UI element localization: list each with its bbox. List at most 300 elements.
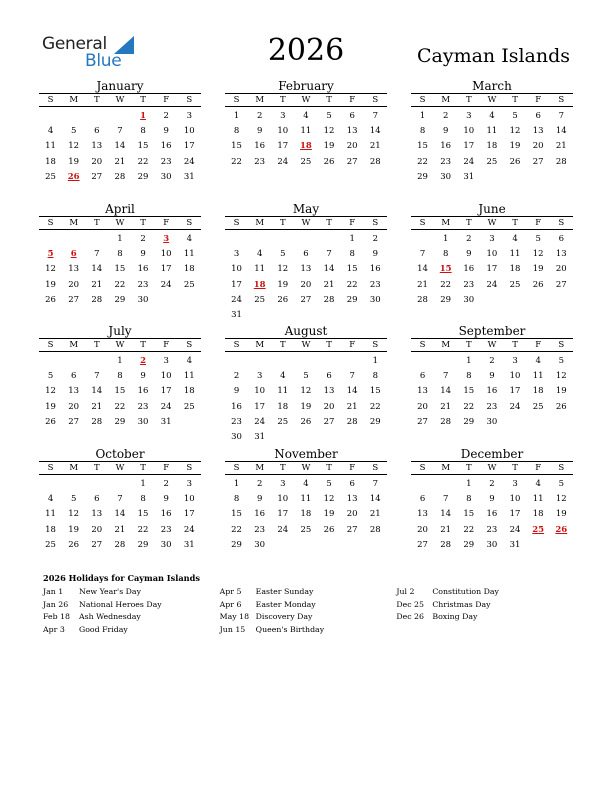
weekday-label: M [69,95,79,105]
weekday-label: M [255,218,265,228]
day-cell: 12 [68,509,80,520]
week-row [225,262,387,277]
day-cell: 28 [114,539,126,550]
day-cell: 5 [303,371,309,382]
weekday-label: F [349,463,356,473]
week-row [411,262,573,277]
month-may [225,202,387,323]
weekday-label: F [163,218,170,228]
week-row [225,278,387,293]
day-cell: 25 [45,171,56,182]
day-cell [480,170,503,185]
country-title: Cayman Islands [416,45,570,67]
weekday-label: W [115,218,125,228]
month-september [411,324,573,430]
day-cell: 10 [231,264,242,275]
week-row [225,308,387,323]
day-cell: 21 [369,509,381,520]
weekday-label: T [512,95,518,105]
day-cell: 18 [183,264,195,275]
day-cell: 26 [555,401,567,412]
holiday-list [43,573,573,636]
day-cell [39,232,62,247]
holiday-row [396,599,573,612]
weekday-label: S [47,340,54,350]
day-cell: 6 [349,111,355,121]
weekday-label: M [69,463,79,473]
day-cell [318,308,341,323]
year-title: 2026 [267,33,345,68]
day-cell [248,354,271,369]
day-cell: 23 [486,524,498,535]
day-cell: 16 [231,401,242,412]
day-cell: 22 [417,156,428,167]
day-cell [85,232,108,247]
week-row [411,384,573,399]
day-cell: 29 [137,539,149,550]
weekday-label: S [47,463,54,473]
day-cell: 10 [183,126,195,137]
day-cell: 7 [117,494,123,505]
day-cell: 27 [300,294,312,305]
day-cell: 8 [442,249,449,260]
day-cell: 19 [68,524,80,535]
day-cell: 26 [277,294,289,305]
day-cell: 23 [369,279,381,290]
weekday-label: S [186,95,193,105]
holiday-row [220,611,397,624]
day-cell [318,430,341,445]
week-row [225,369,387,384]
day-cell: 22 [463,524,475,535]
weekday-label: T [140,95,146,105]
day-cell: 24 [231,294,242,305]
weekday-label: T [279,340,286,350]
day-cell: 8 [466,494,472,505]
weekday-label: T [512,218,518,228]
day-cell [434,477,457,492]
day-cell: 25 [183,279,195,290]
month-name: June [478,202,506,216]
day-cell: 31 [463,171,475,182]
day-cell: 14 [346,386,358,397]
day-cell: 3 [163,356,169,366]
holiday-date: Feb 18 [43,612,70,622]
day-cell: 31 [254,431,266,442]
weekday-header [39,461,201,475]
holiday-date: Apr 3 [43,624,65,634]
day-cell: 24 [277,524,289,535]
day-cell: 21 [417,279,428,290]
week-row [225,523,387,538]
weekday-label: T [326,340,332,350]
day-cell [294,354,317,369]
day-cell: 8 [372,371,379,382]
holiday-day-cell: 5 [47,249,54,260]
day-cell: 9 [372,249,379,260]
weekday-label: T [140,218,146,228]
day-cell [550,538,573,553]
weekday-label: M [69,340,79,350]
weekday-label: W [487,218,497,228]
day-cell: 9 [163,126,169,137]
week-row [411,538,573,553]
weekday-label: F [349,218,356,228]
day-cell: 9 [140,249,146,260]
weekday-label: F [535,95,542,105]
day-cell [39,109,62,124]
day-cell: 19 [300,401,312,412]
day-cell: 7 [442,494,449,505]
day-cell [248,232,271,247]
month-october [39,447,201,553]
day-cell: 25 [45,539,56,550]
day-cell: 26 [323,156,335,167]
day-cell: 28 [369,524,381,535]
day-cell: 6 [349,479,355,489]
day-cell: 5 [535,234,541,244]
day-cell: 15 [231,509,242,520]
weekday-label: S [233,463,240,473]
day-cell: 13 [68,386,80,397]
day-cell: 10 [160,371,172,382]
day-cell: 4 [280,371,286,382]
day-cell: 21 [346,401,358,412]
day-cell: 4 [512,234,518,244]
weekday-label: S [186,463,193,473]
day-cell: 1 [233,479,240,489]
day-cell: 2 [442,111,449,121]
day-cell: 16 [463,264,475,275]
day-cell [85,477,108,492]
day-cell: 24 [486,279,498,290]
weekday-label: T [512,463,518,473]
day-cell: 2 [489,479,495,489]
day-cell: 25 [183,401,195,412]
day-cell: 22 [369,401,381,412]
day-cell: 19 [323,141,335,152]
day-cell: 6 [70,371,77,382]
day-cell: 29 [114,416,126,427]
day-cell: 5 [70,494,77,505]
day-cell: 13 [323,386,335,397]
day-cell: 31 [231,309,242,320]
day-cell: 2 [163,111,169,121]
day-cell: 21 [114,156,126,167]
month-november [225,447,387,553]
week-row [39,477,201,492]
day-cell: 15 [463,386,475,397]
day-cell [364,538,387,553]
day-cell: 3 [186,111,193,121]
week-row [225,247,387,262]
day-cell: 19 [277,279,289,290]
day-cell: 22 [346,279,358,290]
day-cell: 1 [466,356,472,366]
day-cell: 16 [137,386,149,397]
day-cell: 9 [256,494,263,505]
day-cell: 12 [323,126,335,137]
day-cell: 8 [117,371,123,382]
day-cell: 19 [45,279,56,290]
holiday-date: Jan 1 [43,587,64,596]
weekday-header [39,216,201,230]
weekday-label: W [115,340,125,350]
day-cell: 23 [160,524,172,535]
day-cell: 11 [45,141,56,152]
day-cell: 22 [114,401,126,412]
weekday-label: W [301,463,311,473]
day-cell: 17 [231,279,242,290]
day-cell [527,293,550,308]
day-cell [504,415,527,430]
day-cell [294,232,317,247]
day-cell: 29 [463,539,475,550]
month-january [39,79,201,185]
day-cell: 9 [163,494,169,505]
day-cell: 2 [466,234,472,244]
day-cell: 26 [45,416,56,427]
holiday-name: Ash Wednesday [79,612,141,622]
day-cell: 27 [555,279,567,290]
holiday-day-cell: 2 [140,356,147,366]
weekday-header [225,93,387,107]
day-cell: 29 [346,294,358,305]
holiday-day-cell: 25 [532,524,545,535]
day-cell: 18 [45,156,56,167]
day-cell: 4 [303,479,309,489]
day-cell: 28 [323,294,335,305]
day-cell [480,293,503,308]
day-cell [527,415,550,430]
day-cell: 3 [256,371,263,382]
month-april [39,202,201,308]
day-cell: 20 [532,141,544,152]
weekday-label: S [186,218,193,228]
weekday-label: T [279,218,286,228]
day-cell: 16 [440,141,452,152]
day-cell: 27 [91,171,103,182]
weekday-label: W [487,95,497,105]
day-cell: 17 [277,509,289,520]
month-name: December [460,447,524,461]
day-cell: 10 [277,126,289,137]
holiday-day-cell: 26 [67,171,80,182]
day-cell: 8 [349,249,355,260]
day-cell: 5 [280,249,286,260]
month-name: November [274,447,338,461]
week-row [411,124,573,139]
day-cell: 17 [160,386,172,397]
day-cell: 17 [183,509,195,520]
day-cell: 24 [183,524,195,535]
day-cell: 24 [160,401,172,412]
day-cell: 24 [277,156,289,167]
weekday-label: S [419,95,426,105]
day-cell [271,538,294,553]
day-cell: 12 [45,264,56,275]
month-august [225,324,387,445]
day-cell: 24 [183,156,195,167]
day-cell: 25 [300,156,312,167]
holiday-date: Jan 26 [43,599,69,609]
day-cell: 27 [417,539,428,550]
weekday-label: T [93,218,100,228]
day-cell: 27 [68,416,80,427]
week-row [411,293,573,308]
weekday-label: F [535,218,542,228]
week-row [39,369,201,384]
day-cell: 24 [509,524,521,535]
holiday-day-cell: 1 [140,111,147,121]
day-cell: 27 [91,539,103,550]
day-cell: 20 [417,401,428,412]
day-cell: 2 [256,111,263,121]
day-cell: 19 [68,156,80,167]
day-cell: 4 [535,479,541,489]
day-cell: 1 [349,234,355,244]
day-cell [248,308,271,323]
holiday-column [43,586,220,636]
day-cell: 3 [466,111,472,121]
holiday-name: Easter Sunday [255,587,314,596]
day-cell: 23 [254,524,266,535]
day-cell: 21 [440,524,452,535]
day-cell: 14 [369,126,381,137]
day-cell: 7 [372,479,379,489]
day-cell: 7 [94,249,100,260]
week-row [39,232,201,247]
weekday-label: S [419,218,426,228]
day-cell [271,430,294,445]
day-cell: 15 [417,141,428,152]
day-cell: 23 [137,279,149,290]
holiday-name: Christmas Day [432,599,491,609]
weekday-label: T [326,463,332,473]
day-cell: 17 [509,509,521,520]
day-cell: 6 [94,126,100,137]
day-cell: 20 [91,156,103,167]
weekday-label: S [47,218,54,228]
day-cell: 4 [535,356,541,366]
day-cell: 2 [140,234,146,244]
week-row [39,139,201,154]
day-cell: 28 [417,294,428,305]
day-cell: 3 [280,111,286,121]
day-cell: 28 [91,416,103,427]
holiday-date: Jun 15 [219,624,246,634]
weekday-label: S [233,340,240,350]
week-row [39,124,201,139]
weekday-label: S [186,340,193,350]
day-cell: 30 [254,539,266,550]
day-cell: 12 [509,126,521,137]
week-row [225,538,387,553]
weekday-label: W [115,463,125,473]
holiday-date: Jul 2 [396,587,415,596]
holiday-date: Apr 5 [219,587,242,596]
week-row [39,247,201,262]
weekday-label: S [372,95,379,105]
weekday-label: W [487,463,497,473]
day-cell: 9 [233,386,240,397]
day-cell: 15 [463,509,475,520]
holiday-row [43,586,220,599]
day-cell: 29 [231,539,242,550]
day-cell: 30 [137,294,149,305]
day-cell: 17 [509,386,521,397]
weekday-label: S [419,340,426,350]
holiday-day-cell: 6 [70,249,77,260]
day-cell: 29 [463,416,475,427]
week-row [411,369,573,384]
day-cell: 18 [532,509,544,520]
day-cell: 1 [140,479,146,489]
holiday-column [396,586,573,636]
week-row [39,415,201,430]
day-cell: 1 [372,356,379,366]
day-cell: 30 [463,294,475,305]
day-cell: 29 [369,416,381,427]
day-cell: 26 [323,524,335,535]
day-cell: 8 [140,494,146,505]
holiday-name: Discovery Day [255,612,313,622]
weekday-label: M [255,95,265,105]
day-cell: 29 [137,171,149,182]
day-cell: 22 [231,156,242,167]
weekday-label: F [349,95,356,105]
day-cell: 10 [183,494,195,505]
weekday-label: T [512,340,518,350]
day-cell: 11 [509,249,521,260]
day-cell: 13 [555,249,567,260]
day-cell: 22 [137,524,149,535]
day-cell: 14 [555,126,567,137]
weekday-label: T [465,463,472,473]
day-cell: 1 [117,234,123,244]
day-cell [504,170,527,185]
holiday-row [396,611,573,624]
day-cell: 8 [466,371,472,382]
weekday-label: T [465,95,472,105]
week-row [411,477,573,492]
day-cell: 27 [68,294,80,305]
day-cell: 16 [486,386,498,397]
day-cell: 30 [486,416,498,427]
day-cell [550,293,573,308]
holiday-day-cell: 18 [253,279,266,290]
holiday-date: Dec 26 [396,612,424,622]
day-cell: 12 [555,371,567,382]
day-cell: 30 [160,171,172,182]
day-cell: 7 [117,126,123,137]
day-cell: 5 [326,111,332,121]
day-cell [108,109,131,124]
day-cell: 13 [346,126,358,137]
day-cell: 12 [323,494,335,505]
day-cell: 9 [466,249,472,260]
week-row [411,492,573,507]
day-cell: 9 [489,494,495,505]
day-cell: 3 [186,479,193,489]
holiday-columns [43,586,573,636]
week-row [39,400,201,415]
day-cell: 15 [114,264,126,275]
weekday-label: F [163,463,170,473]
day-cell: 27 [346,156,358,167]
day-cell: 11 [300,126,312,137]
month-july [39,324,201,430]
